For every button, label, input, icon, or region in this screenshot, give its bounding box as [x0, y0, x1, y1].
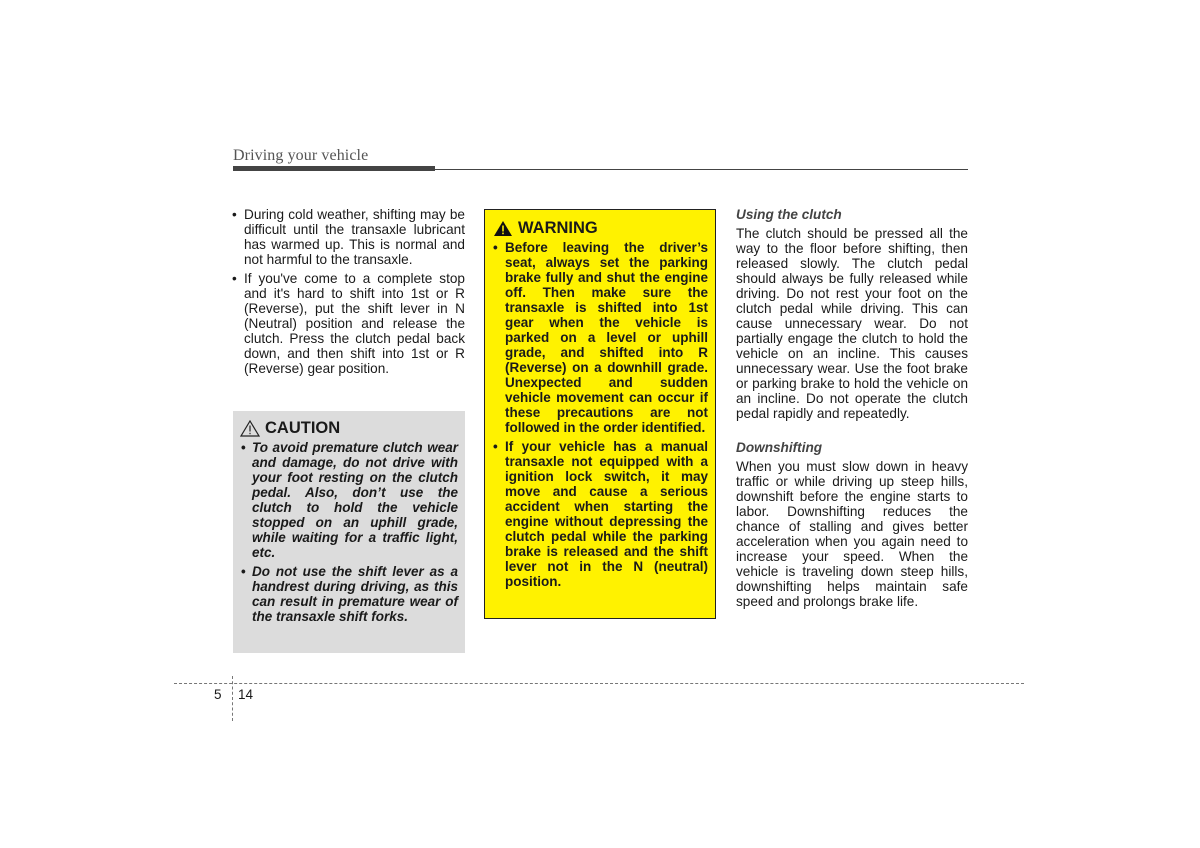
list-item: • Before leaving the driver’s seat, always set the parking brake fully and shut the engine off. Then make sure the transaxle is shifted into 1st gear when the vehicle is parked on a level or uphill grade, and shifted into R (Reverse) on a downhill grade. Unexpected and sudden vehicle movement can occur if these precautions are not followed in the order identified.: [493, 240, 708, 435]
header-rule-thick: [233, 166, 435, 171]
left-column: [232, 207, 465, 380]
caution-title: CAUTION: [265, 418, 341, 437]
chapter-number: 5: [214, 687, 222, 702]
header-rule-thin: [435, 169, 968, 170]
list-item: • If you've come to a complete stop and it's hard to shift into 1st or R (Reverse), put the shift lever in N (Neutral) position and release the clutch. Press the clutch pedal back down, and then shift into 1st or R (Reverse) gear position.: [232, 271, 465, 376]
list-item: • Do not use the shift lever as a handrest during driving, as this can result in premature wear of the transaxle shift forks.: [240, 564, 458, 624]
warning-triangle-icon: [493, 220, 513, 237]
left-bullet-list: [232, 207, 465, 376]
caution-list: [240, 440, 458, 624]
warning-box: [484, 209, 716, 619]
footer-divider: [174, 683, 1024, 684]
footer-page-divider: [232, 676, 233, 721]
section-text-downshifting: When you must slow down in heavy traffic or while driving up steep hills, downshift before the engine starts to labor. Downshifting reduces the chance of stalling and gives better acceleration when you again need to increase your speed. When the vehicle is traveling down steep hills, downshifting helps maintain safe speed and prolongs brake life.: [736, 459, 968, 609]
warning-title: WARNING: [518, 218, 598, 237]
page-header-title: Driving your vehicle: [233, 147, 369, 164]
caution-triangle-icon: [240, 420, 260, 437]
section-heading-using-clutch: Using the clutch: [736, 207, 842, 222]
right-column: [736, 207, 968, 628]
list-item: • If your vehicle has a manual transaxle not equipped with a ignition lock switch, it may move and cause a serious accident when starting the engine without depressing the clutch pedal while the parking brake is released and the shift lever not in the N (neutral) position.: [493, 439, 708, 589]
warning-heading: [493, 218, 708, 238]
caution-heading: [240, 418, 458, 438]
section-heading-downshifting: Downshifting: [736, 440, 823, 455]
list-item: • During cold weather, shifting may be difficult until the transaxle lubricant has warmed up. This is normal and not harmful to the transaxle.: [232, 207, 465, 267]
caution-box: [233, 411, 465, 653]
list-item: • To avoid premature clutch wear and damage, do not drive with your foot resting on the clutch pedal. Also, don’t use the clutch to hold the vehicle stopped on an uphill grade, while waiting for a traffic light, etc.: [240, 440, 458, 560]
warning-list: [493, 240, 708, 589]
page-number: 14: [238, 687, 254, 702]
section-text-using-clutch: The clutch should be pressed all the way to the floor before shifting, then released slowly. The clutch pedal should always be fully released while driving. Do not rest your foot on the clutch pedal while driving. This can cause unnecessary wear. Do not partially engage the clutch to hold the vehicle on an incline. This causes unnecessary wear. Use the foot brake or parking brake to hold the vehicle on an incline. Do not operate the clutch pedal rapidly and repeatedly.: [736, 226, 968, 421]
